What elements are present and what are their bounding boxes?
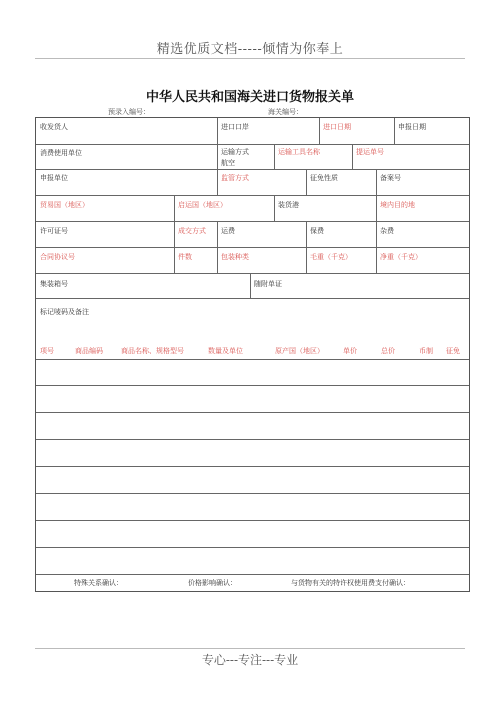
package-count-label: 件数 xyxy=(178,253,192,261)
net-weight-label: 净重（千克） xyxy=(380,253,422,261)
col-divider xyxy=(217,118,218,144)
origin-country-label: 启运国（地区） xyxy=(178,201,227,209)
supervision-mode-label: 监管方式 xyxy=(221,174,249,182)
col-divider xyxy=(376,221,377,247)
bill-number-label: 提运单号 xyxy=(356,148,384,156)
col-divider xyxy=(306,169,307,195)
footer-divider xyxy=(35,648,465,649)
col-divider xyxy=(376,247,377,273)
page-header-text: 精选优质文档-----倾情为你奉上 xyxy=(156,42,344,57)
goods-origin-header: 原产国（地区） xyxy=(275,347,324,355)
destination-label: 境内目的地 xyxy=(380,201,415,209)
col-divider xyxy=(376,195,377,221)
special-relation-label: 特殊关系确认： xyxy=(74,579,123,587)
record-number-label: 备案号 xyxy=(380,174,401,182)
goods-total-header: 总价 xyxy=(381,347,395,355)
goods-levy-header: 征免 xyxy=(446,347,460,355)
goods-currency-header: 币制 xyxy=(419,347,433,355)
col-divider xyxy=(274,195,275,221)
row-divider xyxy=(36,247,469,248)
loading-port-label: 装货港 xyxy=(278,201,299,209)
license-number-label: 许可证号 xyxy=(40,227,68,235)
gross-weight-label: 毛重（千克） xyxy=(310,253,352,261)
header-divider xyxy=(35,58,465,59)
misc-fee-label: 杂费 xyxy=(380,227,394,235)
declare-date-label: 申报日期 xyxy=(398,123,426,131)
deal-mode-label: 成交方式 xyxy=(178,227,206,235)
import-date-label: 进口日期 xyxy=(323,123,351,131)
goods-code-header: 商品编码 xyxy=(75,347,103,355)
col-divider xyxy=(217,169,218,195)
attached-docs-label: 随附单证 xyxy=(254,280,282,288)
freight-label: 运费 xyxy=(221,227,235,235)
col-divider xyxy=(376,169,377,195)
declarant-unit-label: 申报单位 xyxy=(40,174,68,182)
col-divider xyxy=(174,221,175,247)
marks-remarks-label: 标记唛码及备注 xyxy=(40,308,89,316)
row-divider xyxy=(36,385,469,386)
row-divider xyxy=(36,298,469,299)
row-divider xyxy=(36,412,469,413)
col-divider xyxy=(250,273,251,298)
col-divider xyxy=(217,144,218,169)
col-divider xyxy=(306,221,307,247)
declaration-form xyxy=(35,117,470,592)
consumer-unit-label: 消费使用单位 xyxy=(40,149,82,157)
col-divider xyxy=(352,144,353,169)
col-divider xyxy=(274,144,275,169)
royalty-confirm-label: 与货物有关的特许权使用费支付确认： xyxy=(291,579,410,587)
trade-country-label: 贸易国（地区） xyxy=(40,201,89,209)
goods-name-spec-header: 商品名称、规格型号 xyxy=(121,347,184,355)
page-footer-text: 专心---专注---专业 xyxy=(201,653,299,667)
contract-number-label: 合同协议号 xyxy=(40,253,75,261)
import-port-label: 进口口岸 xyxy=(221,123,249,131)
row-divider xyxy=(36,359,469,360)
customs-number-label: 海关编号： xyxy=(268,108,303,116)
row-divider xyxy=(36,195,469,196)
row-divider xyxy=(36,574,469,575)
row-divider xyxy=(36,144,469,145)
container-number-label: 集装箱号 xyxy=(40,280,68,288)
row-divider xyxy=(36,273,469,274)
goods-unit-price-header: 单价 xyxy=(343,347,357,355)
col-divider xyxy=(174,247,175,273)
col-divider xyxy=(217,221,218,247)
row-divider xyxy=(36,493,469,494)
row-divider xyxy=(36,466,469,467)
row-divider xyxy=(36,547,469,548)
row-divider xyxy=(36,520,469,521)
transport-mode-label: 运输方式 xyxy=(221,148,249,156)
tax-nature-label: 征免性质 xyxy=(310,174,338,182)
col-divider xyxy=(306,247,307,273)
vessel-name-label: 运输工具名称 xyxy=(278,148,320,156)
row-divider xyxy=(36,221,469,222)
insurance-label: 保费 xyxy=(310,227,324,235)
row-divider xyxy=(36,439,469,440)
col-divider xyxy=(174,195,175,221)
transport-mode-value: 航空 xyxy=(221,159,235,167)
row-divider xyxy=(36,169,469,170)
col-divider xyxy=(319,118,320,144)
pre-entry-number-label: 预录入编号： xyxy=(108,108,150,116)
goods-qty-unit-header: 数量及单位 xyxy=(208,347,243,355)
col-divider xyxy=(394,118,395,144)
price-effect-label: 价格影响确认： xyxy=(188,579,237,587)
col-divider xyxy=(217,247,218,273)
package-type-label: 包装种类 xyxy=(221,253,249,261)
consignee-label: 收发货人 xyxy=(40,123,68,131)
form-title: 中华人民共和国海关进口货物报关单 xyxy=(145,90,354,105)
goods-item-no-header: 项号 xyxy=(40,347,54,355)
